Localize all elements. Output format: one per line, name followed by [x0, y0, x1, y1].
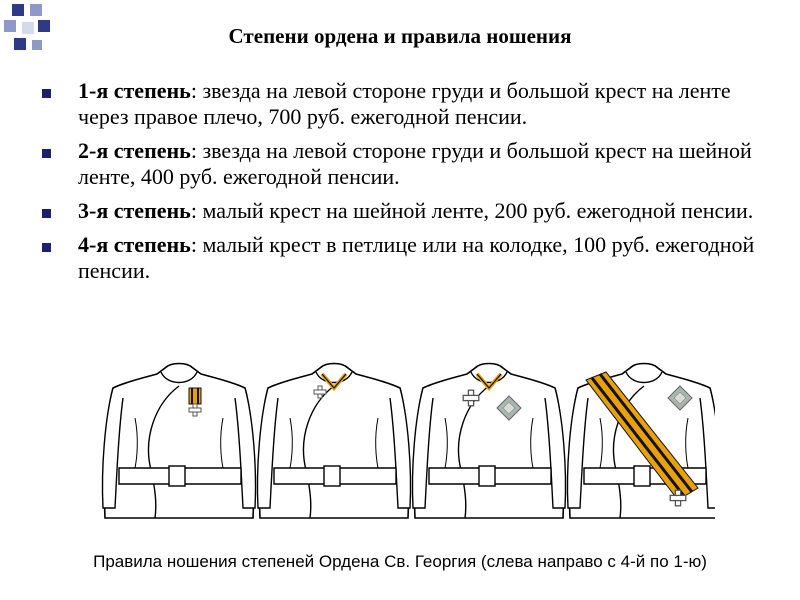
degree-text: : малый крест в петлице или на колодке, 100 руб. ежегодной пенсии.: [78, 232, 755, 283]
uniform-2nd-degree: [412, 364, 565, 519]
degree-text: : звезда на левой стороне груди и большой крест на шейной ленте, 400 руб. ежегодной пенсии.: [78, 138, 752, 189]
degree-text: : звезда на левой стороне груди и большой крест на ленте через правое плечо, 700 руб. ежегодной пенсии.: [78, 78, 731, 129]
bullet-list: [40, 78, 760, 292]
list-item: [40, 138, 760, 190]
square-bullet-icon: [42, 209, 51, 218]
uniform-3rd-degree: [257, 364, 410, 519]
degree-label: 1-я степень: [78, 78, 191, 103]
square-bullet-icon: [42, 243, 51, 252]
square-bullet-icon: [42, 89, 51, 98]
square-bullet-icon: [42, 149, 51, 158]
uniform-1st-degree: [567, 364, 715, 519]
list-item: [40, 198, 760, 224]
degree-label: 3-я степень: [78, 198, 191, 223]
figure-caption: Правила ношения степеней Ордена Св. Георгия (слева направо с 4-й по 1-ю): [93, 552, 707, 571]
slide-title: Степени ордена и правила ношения: [228, 24, 572, 48]
uniforms-illustration: [95, 358, 715, 528]
degree-text: : малый крест на шейной ленте, 200 руб. ежегодной пенсии.: [190, 198, 754, 223]
uniform-4th-degree: [102, 364, 255, 519]
list-item: [40, 78, 760, 130]
degree-label: 2-я степень: [78, 138, 191, 163]
degree-label: 4-я степень: [78, 232, 191, 257]
list-item: [40, 232, 760, 284]
